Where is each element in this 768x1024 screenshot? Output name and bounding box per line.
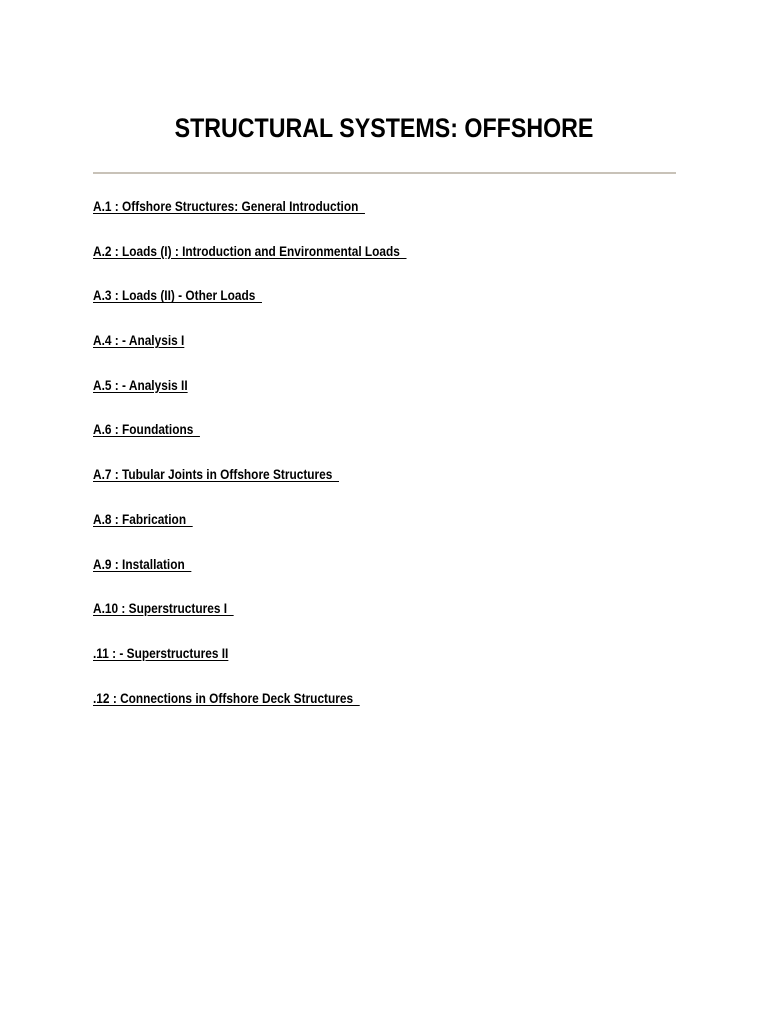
toc-item-a4 (93, 333, 449, 378)
toc-item-a5 (93, 378, 449, 423)
toc-link-12[interactable]: .12 : Connections in Offshore Deck Structures (93, 690, 360, 706)
toc-link-a6[interactable]: A.6 : Foundations (93, 422, 200, 438)
toc-item-a7 (93, 467, 449, 512)
toc-item-a9 (93, 557, 449, 602)
toc-item-a10 (93, 601, 449, 646)
toc-link-a5[interactable]: A.5 : - Analysis II (93, 377, 188, 393)
toc-link-a4[interactable]: A.4 : - Analysis I (93, 333, 185, 349)
toc-link-a2[interactable]: A.2 : Loads (I) : Introduction and Environmental Loads (93, 243, 407, 259)
toc-link-a8[interactable]: A.8 : Fabrication (93, 511, 193, 527)
toc-link-11[interactable]: .11 : - Superstructures II (93, 645, 229, 661)
toc-item-a2 (93, 244, 449, 289)
title-divider (93, 172, 676, 174)
table-of-contents (93, 199, 449, 735)
toc-link-a10[interactable]: A.10 : Superstructures I (93, 601, 234, 617)
toc-link-a3[interactable]: A.3 : Loads (II) - Other Loads (93, 288, 262, 304)
toc-link-a1[interactable]: A.1 : Offshore Structures: General Introduction (93, 199, 365, 214)
toc-item-a1 (93, 199, 449, 244)
toc-item-12 (93, 691, 449, 736)
toc-item-a6 (93, 422, 449, 467)
toc-link-a9[interactable]: A.9 : Installation (93, 556, 192, 572)
toc-item-11 (93, 646, 449, 691)
toc-item-a3 (93, 288, 449, 333)
toc-link-a7[interactable]: A.7 : Tubular Joints in Offshore Structures (93, 467, 340, 483)
toc-item-a8 (93, 512, 449, 557)
page-title: STRUCTURAL SYSTEMS: OFFSHORE (174, 113, 594, 143)
